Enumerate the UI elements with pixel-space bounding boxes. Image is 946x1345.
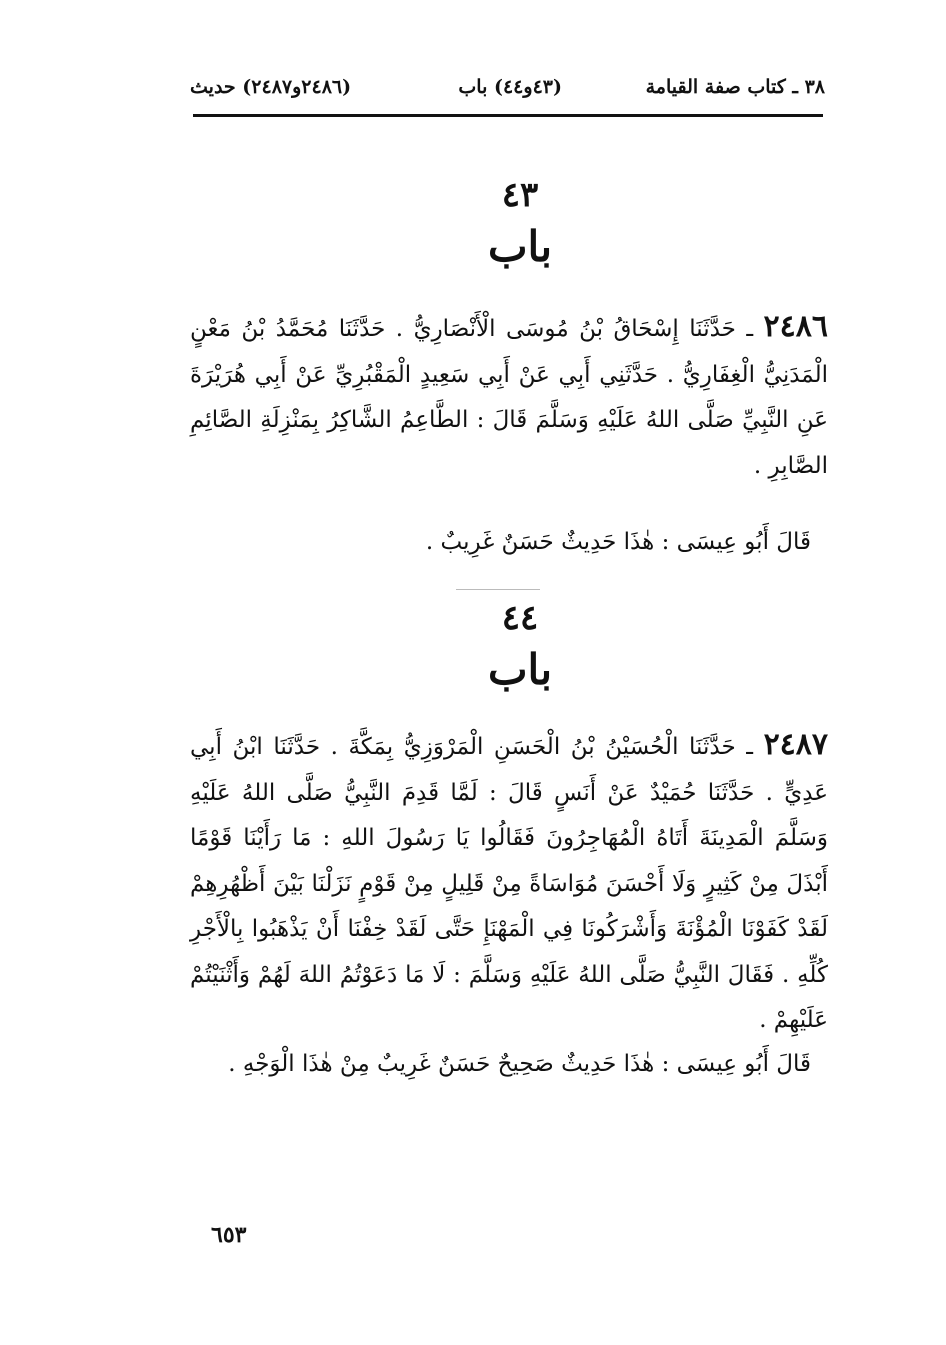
chapter-title: باب xyxy=(487,645,553,694)
header-book-title: ٣٨ ـ كتاب صفة القيامة xyxy=(645,76,825,98)
hadith-number: ٢٤٨٧ xyxy=(763,727,829,762)
page-number: ٦٥٣ xyxy=(211,1222,247,1248)
chapter-number: ٤٤ xyxy=(501,598,539,638)
hadith-grading-note: قَالَ أَبُو عِيسَى : هٰذَا حَدِيثٌ حَسَنٌ غَرِيبٌ . xyxy=(425,529,811,555)
chapter-number: ٤٣ xyxy=(501,175,539,215)
hadith-paragraph xyxy=(190,304,828,489)
hadith-text: ـ حَدَّثَنَا الْحُسَيْنُ بْنُ الْحَسَنِ الْمَرْوَزِيُّ بِمَكَّةَ . حَدَّثَنَا ابْنُ أَبِي عَدِيٍّ . حَدَّثَنَا حُمَيْدٌ عَنْ أَنَسٍ قَالَ : لَمَّا قَدِمَ النَّبِيُّ صَلَّى اللهُ عَلَيْهِ وَسَلَّمَ الْمَدِينَةَ أَتَاهُ الْمُهَاجِرُونَ فَقَالُوا يَا رَسُولَ اللهِ : مَا رَأَيْنَا قَوْمًا أَبْذَلَ مِنْ كَثِيرٍ وَلَا أَحْسَنَ مُوَاسَاةً مِنْ قَلِيلٍ مِنْ قَوْمٍ نَزَلْنَا بَيْنَ أَظْهُرِهِمْ لَقَدْ كَفَوْنَا الْمُؤْنَةَ وَأَشْرَكُونَا فِي الْمَهْنَإِ حَتَّى لَقَدْ خِفْنَا أَنْ يَذْهَبُوا بِالْأَجْرِ كُلِّهِ . فَقَالَ النَّبِيُّ صَلَّى اللهُ عَلَيْهِ وَسَلَّمَ : لَا مَا دَعَوْتُمُ اللهَ لَهُمْ وَأَثْنَيْتُمْ عَلَيْهِمْ . xyxy=(190,734,828,1033)
chapter-title: باب xyxy=(487,222,553,271)
hadith-paragraph xyxy=(190,722,828,1044)
header-rule xyxy=(193,114,823,117)
header-chapters: (٤٣و٤٤) باب xyxy=(458,76,562,98)
hadith-text: ـ حَدَّثَنَا إِسْحَاقُ بْنُ مُوسَى الْأَنْصَارِيُّ . حَدَّثَنَا مُحَمَّدُ بْنُ مَعْنٍ الْمَدَنِيُّ الْغِفَارِيُّ . حَدَّثَنِي أَبِي عَنْ أَبِي سَعِيدٍ الْمَقْبُرِيِّ عَنْ أَبِي هُرَيْرَةَ عَنِ النَّبِيِّ صَلَّى اللهُ عَلَيْهِ وَسَلَّمَ قَالَ : الطَّاعِمُ الشَّاكِرُ بِمَنْزِلَةِ الصَّائِمِ الصَّابِرِ . xyxy=(190,316,828,479)
hadith-number: ٢٤٨٦ xyxy=(763,309,828,344)
header-hadith-range: (٢٤٨٦و٢٤٨٧) حديث xyxy=(190,76,352,98)
separator xyxy=(456,589,540,590)
hadith-grading-note: قَالَ أَبُو عِيسَى : هٰذَا حَدِيثٌ صَحِيحٌ حَسَنٌ غَرِيبٌ مِنْ هٰذَا الْوَجْهِ . xyxy=(228,1051,811,1077)
running-header xyxy=(190,72,825,112)
